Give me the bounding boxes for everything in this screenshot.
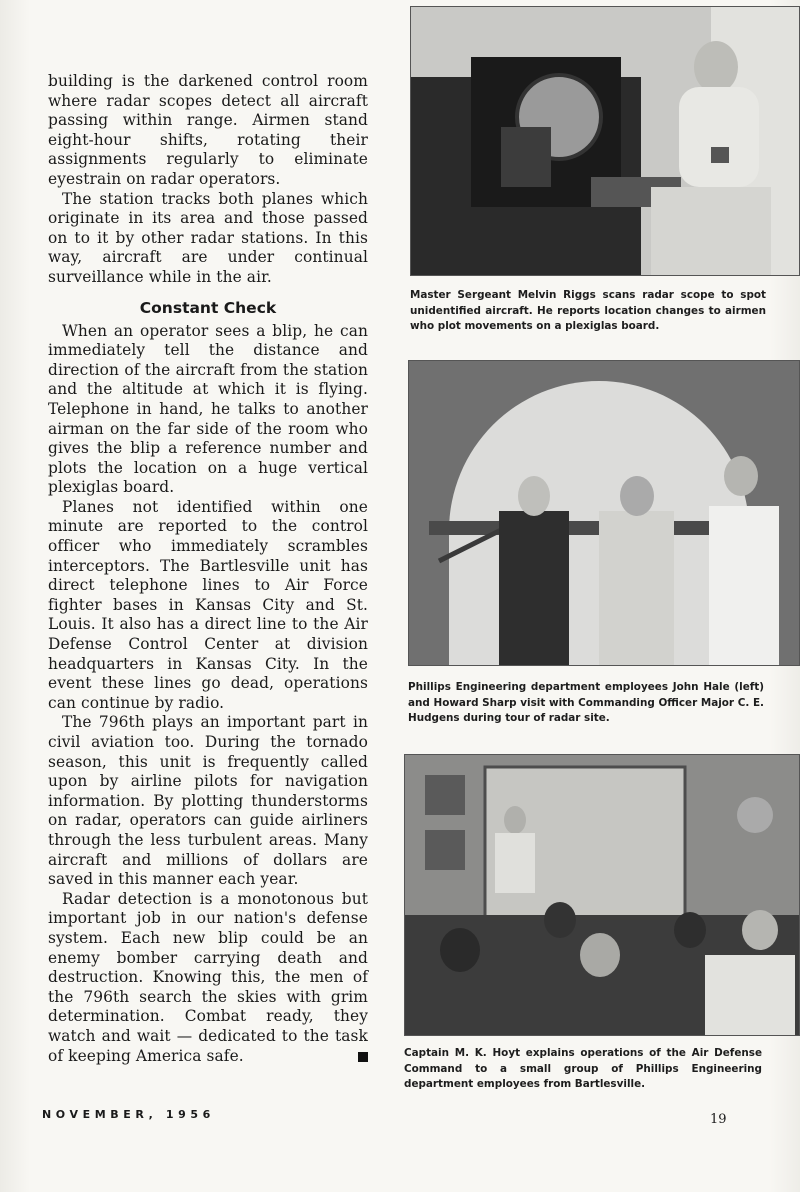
photo-radar-site-visit <box>408 360 800 666</box>
article-paragraph: building is the darkened control room where radar scopes detect all aircraft passing within range. Airmen stand eight-hour shifts, rotating their assignments regularly to eliminate eyestrain on radar operators. <box>48 72 368 188</box>
article-column <box>48 72 368 1066</box>
photo-radar-operator <box>410 6 800 276</box>
photo-caption: Master Sergeant Melvin Riggs scans radar scope to spot unidentified aircraft. He reports location changes to airmen who plot movements on a plexiglas board. <box>410 289 766 332</box>
photo-caption: Phillips Engineering department employees John Hale (left) and Howard Sharp visit with Commanding Officer Major C. E. Hudgens during tour of radar site. <box>408 681 764 724</box>
article-paragraph: The 796th plays an important part in civil aviation too. During the tornado season, this unit is frequently called upon by airline pilots for navigation information. By plotting thunderstorms on radar, operators can guide airliners through the less turbulent areas. Many aircraft and millions of dollars are saved in this manner each year. <box>48 713 368 889</box>
article-paragraph-last <box>48 890 368 1066</box>
photo-caption: Captain M. K. Hoyt explains operations of the Air Defense Command to a small group of Phillips Engineering department employees from Bartlesville. <box>404 1047 762 1090</box>
photo-briefing-room <box>404 754 800 1036</box>
article-paragraph-text: Radar detection is a monotonous but important job in our nation's defense system. Each new blip could be an enemy bomber carrying death and destruction. Knowing this, the men of the 796th search the skies with grim determination. Combat ready, they watch and wait — dedicated to the task of keeping America safe. <box>48 889 368 1065</box>
article-paragraph: The station tracks both planes which originate in its area and those passed on to it by other radar stations. In this way, aircraft are under continual surveillance while in the air. <box>48 189 368 286</box>
section-heading: Constant Check <box>139 298 277 317</box>
end-mark-icon <box>358 1052 368 1062</box>
page-number: 19 <box>710 1112 727 1127</box>
issue-date: NOVEMBER, 1956 <box>42 1108 215 1121</box>
article-paragraph: Planes not identified within one minute are reported to the control officer who immediately scrambles interceptors. The Bartlesville unit has direct telephone lines to Air Force fighter bases in Kansas City and St. Louis. It also has a direct line to the Air Defense Control Center at division headquarters in Kansas City. In the event these lines go dead, operations can continue by radio. <box>48 497 368 712</box>
article-paragraph: When an operator sees a blip, he can immediately tell the distance and direction of the aircraft from the station and the altitude at which it is flying. Telephone in hand, he talks to another airman on the far side of the room who gives the blip a reference number and plots the location on a huge vertical plexiglas board. <box>48 321 368 497</box>
